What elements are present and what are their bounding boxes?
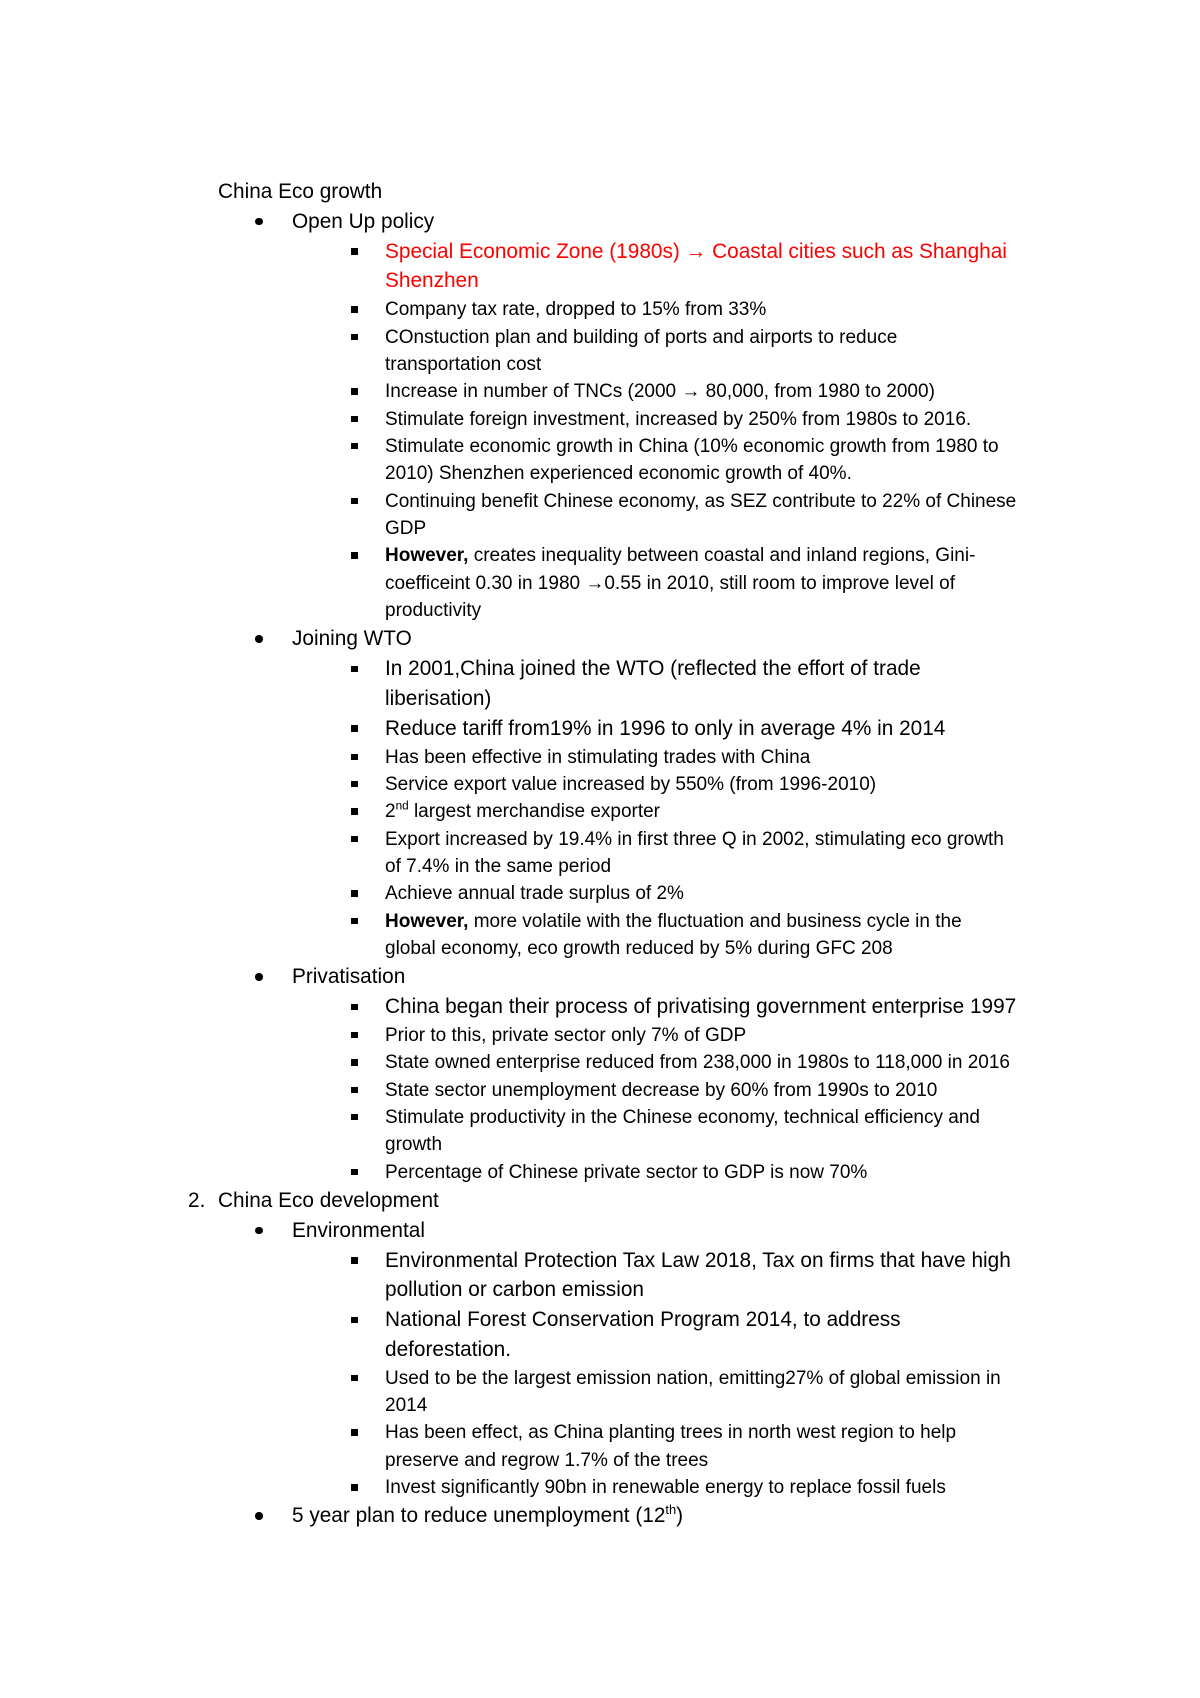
list-item <box>0 908 1200 963</box>
text-run: creates inequality between coastal and inland regions, Gini- <box>468 545 976 567</box>
group-title: Privatisation <box>292 965 406 989</box>
section-1 <box>0 177 1200 1186</box>
item-line: Continuing benefit Chinese economy, as SEZ contribute to 22% of Chinese <box>385 490 1017 512</box>
bold-text: However, <box>385 910 469 932</box>
item-line: Invest significantly 90bn in renewable energy to replace fossil fuels <box>385 1477 946 1499</box>
list-item <box>0 237 1200 297</box>
section-heading <box>0 1186 1200 1216</box>
list-item <box>0 324 1200 379</box>
item-line: Company tax rate, dropped to 15% from 33% <box>385 299 767 321</box>
item-line: growth <box>385 1134 443 1156</box>
section-heading <box>0 177 1200 207</box>
square-bullet-icon <box>351 725 358 732</box>
list-item <box>0 1077 1200 1104</box>
list-item <box>0 1419 1200 1474</box>
item-line: China began their process of privatising government enterprise 1997 <box>385 995 1017 1019</box>
text-run: 2 <box>385 801 396 823</box>
list-item <box>0 296 1200 323</box>
item-line: preserve and regrow 1.7% of the trees <box>385 1449 709 1471</box>
square-bullet-icon <box>351 1484 358 1491</box>
item-line: pollution or carbon emission <box>385 1278 644 1302</box>
list-item <box>0 1474 1200 1501</box>
square-bullet-icon <box>351 1429 358 1436</box>
square-bullet-icon <box>351 1032 358 1039</box>
group-title: Joining WTO <box>292 627 412 651</box>
list-item <box>0 826 1200 881</box>
square-bullet-icon <box>351 1317 358 1324</box>
square-bullet-icon <box>351 306 358 313</box>
square-bullet-icon <box>351 836 358 843</box>
list-item <box>0 1365 1200 1420</box>
item-line: In 2001,China joined the WTO (reflected the effort of trade <box>385 657 921 681</box>
item-line: 2014 <box>385 1395 428 1417</box>
bullet-icon <box>255 1227 263 1235</box>
square-bullet-icon <box>351 1375 358 1382</box>
list-item <box>0 771 1200 798</box>
item-line <box>385 542 1200 569</box>
item-line: Has been effective in stimulating trades with China <box>385 746 811 768</box>
item-line: State owned enterprise reduced from 238,000 in 1980s to 118,000 in 2016 <box>385 1052 1010 1074</box>
bullet-icon <box>255 635 263 643</box>
group-heading <box>0 1501 1200 1531</box>
item-line <box>385 908 1200 935</box>
superscript-text: th <box>665 1502 677 1518</box>
square-bullet-icon <box>351 754 358 761</box>
square-bullet-icon <box>351 1169 358 1176</box>
item-line: Used to be the largest emission nation, emitting27% of global emission in <box>385 1367 1001 1389</box>
text-run: 5 year plan to reduce unemployment (12 <box>292 1504 666 1528</box>
item-line: State sector unemployment decrease by 60% from 1990s to 2010 <box>385 1079 938 1101</box>
square-bullet-icon <box>351 781 358 788</box>
square-bullet-icon <box>351 918 358 925</box>
item-line: Has been effect, as China planting trees in north west region to help <box>385 1422 957 1444</box>
item-line: Stimulate productivity in the Chinese economy, technical efficiency and <box>385 1106 980 1128</box>
group-heading <box>0 1216 1200 1246</box>
list-item <box>0 992 1200 1022</box>
square-bullet-icon <box>351 1087 358 1094</box>
item-line: Special Economic Zone (1980s) → Coastal cities such as Shanghai <box>385 239 1007 263</box>
square-bullet-icon <box>351 498 358 505</box>
item-line: 2010) Shenzhen experienced economic growth of 40%. <box>385 463 852 485</box>
text-run: ) <box>676 1504 684 1528</box>
item-line: deforestation. <box>385 1337 512 1361</box>
bullet-icon <box>255 1512 263 1520</box>
item-line: Environmental Protection Tax Law 2018, Tax on firms that have high <box>385 1248 1011 1272</box>
square-bullet-icon <box>351 1114 358 1121</box>
item-line: Shenzhen <box>385 269 479 293</box>
item-line: liberisation) <box>385 686 492 710</box>
group-title: Open Up policy <box>292 209 435 233</box>
square-bullet-icon <box>351 1257 358 1264</box>
group-title: Environmental <box>292 1218 425 1242</box>
text-run: largest merchandise exporter <box>408 801 661 823</box>
group-heading <box>0 962 1200 992</box>
item-line: Increase in number of TNCs (2000 → 80,000, from 1980 to 2000) <box>385 381 935 403</box>
list-item <box>0 433 1200 488</box>
list-item <box>0 714 1200 744</box>
square-bullet-icon <box>351 1059 358 1066</box>
list-item <box>0 1049 1200 1076</box>
square-bullet-icon <box>351 666 358 673</box>
item-line: Stimulate foreign investment, increased by 250% from 1980s to 2016. <box>385 408 972 430</box>
list-item <box>0 542 1200 624</box>
item-line: Reduce tariff from19% in 1996 to only in average 4% in 2014 <box>385 716 946 740</box>
item-line: Achieve annual trade surplus of 2% <box>385 883 684 905</box>
superscript-text: nd <box>395 799 409 813</box>
item-line: Service export value increased by 550% (from 1996-2010) <box>385 773 877 795</box>
square-bullet-icon <box>351 248 358 255</box>
item-line: coefficeint 0.30 in 1980 →0.55 in 2010, still room to improve level of <box>385 572 955 594</box>
text-run: more volatile with the fluctuation and business cycle in the <box>468 910 962 932</box>
section-title: China Eco growth <box>218 180 383 203</box>
group-heading <box>0 207 1200 237</box>
list-item <box>0 744 1200 771</box>
group-title <box>292 1501 1200 1531</box>
item-line: Prior to this, private sector only 7% of GDP <box>385 1024 747 1046</box>
list-item <box>0 880 1200 907</box>
item-line: Export increased by 19.4% in first three Q in 2002, stimulating eco growth <box>385 828 1004 850</box>
bold-text: However, <box>385 545 469 567</box>
item-line: of 7.4% in the same period <box>385 855 612 877</box>
section-number: 2. <box>188 1188 206 1212</box>
item-line: Stimulate economic growth in China (10% economic growth from 1980 to <box>385 435 999 457</box>
item-line: COnstuction plan and building of ports and airports to reduce <box>385 326 898 348</box>
list-item <box>0 1104 1200 1159</box>
list-item <box>0 1246 1200 1306</box>
list-item <box>0 1022 1200 1049</box>
list-item <box>0 406 1200 433</box>
item-line: GDP <box>385 517 427 539</box>
square-bullet-icon <box>351 552 358 559</box>
list-item <box>0 1305 1200 1365</box>
list-item <box>0 1159 1200 1186</box>
item-line: global economy, eco growth reduced by 5% during GFC 208 <box>385 937 893 959</box>
item-line: productivity <box>385 599 482 621</box>
list-item <box>0 798 1200 825</box>
item-line: Percentage of Chinese private sector to GDP is now 70% <box>385 1161 868 1183</box>
square-bullet-icon <box>351 808 358 815</box>
list-item <box>0 488 1200 543</box>
group-heading <box>0 624 1200 654</box>
list-item <box>0 378 1200 405</box>
square-bullet-icon <box>351 1004 358 1011</box>
bullet-icon <box>255 218 263 226</box>
square-bullet-icon <box>351 388 358 395</box>
square-bullet-icon <box>351 416 358 423</box>
item-line: National Forest Conservation Program 2014, to address <box>385 1308 901 1332</box>
bullet-icon <box>255 973 263 981</box>
square-bullet-icon <box>351 890 358 897</box>
section-2 <box>0 1186 1200 1531</box>
list-item <box>0 654 1200 714</box>
item-line <box>385 798 1200 825</box>
square-bullet-icon <box>351 334 358 341</box>
item-line: transportation cost <box>385 353 542 375</box>
section-title: China Eco development <box>218 1188 439 1212</box>
square-bullet-icon <box>351 443 358 450</box>
